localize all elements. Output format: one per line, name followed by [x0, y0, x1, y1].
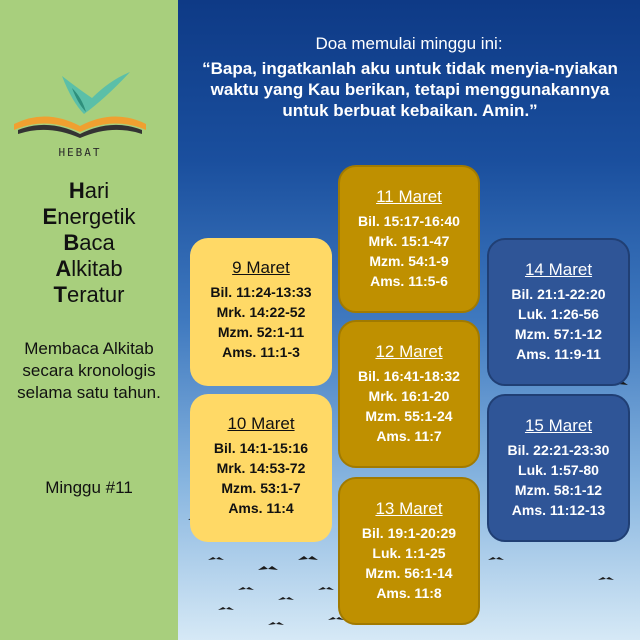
- card-date: 15 Maret: [524, 416, 593, 435]
- hebat-logo: [10, 68, 150, 160]
- card-ref: Mzm. 54:1-9: [369, 253, 449, 269]
- acronym-line: Alkitab: [55, 256, 123, 281]
- prayer-text: “Bapa, ingatkanlah aku untuk tidak menyia-nyiakan waktu yang Kau berikan, tetapi menggunakannya untuk berbuat kebaikan. Amin.”: [202, 59, 618, 120]
- reading-card-10-maret: [190, 394, 332, 542]
- reading-card-13-maret: [338, 477, 480, 625]
- card-ref: Bil. 16:41-18:32: [358, 368, 460, 384]
- reading-card-11-maret: [338, 165, 480, 313]
- card-date: 13 Maret: [375, 499, 443, 518]
- card-ref: Mzm. 56:1-14: [365, 565, 453, 581]
- reading-card-9-maret: [190, 238, 332, 386]
- acronym-line: Energetik: [42, 204, 136, 229]
- card-date: 10 Maret: [227, 414, 295, 433]
- card-ref: Bil. 15:17-16:40: [358, 213, 460, 229]
- card-date: 14 Maret: [524, 260, 593, 279]
- acronym-list: [0, 178, 178, 308]
- card-ref: Ams. 11:9-11: [516, 346, 601, 362]
- card-ref: Ams. 11:7: [376, 428, 442, 444]
- card-date: 11 Maret: [376, 187, 442, 206]
- card-ref: Luk. 1:1-25: [372, 545, 446, 561]
- card-ref: Mrk. 16:1-20: [368, 388, 450, 404]
- card-ref: Bil. 14:1-15:16: [213, 440, 309, 456]
- week-label: Minggu #11: [45, 478, 133, 497]
- card-ref: Luk. 1:57-80: [518, 462, 599, 478]
- card-ref: Mrk. 14:53-72: [216, 460, 306, 476]
- reading-card-14-maret: [487, 238, 630, 386]
- card-ref: Mzm. 55:1-24: [365, 408, 453, 424]
- card-ref: Ams. 11:4: [228, 500, 294, 516]
- card-date: 9 Maret: [232, 258, 290, 277]
- card-ref: Mzm. 58:1-12: [514, 482, 603, 498]
- acronym-line: Baca: [63, 230, 115, 255]
- card-ref: Bil. 22:21-23:30: [507, 442, 610, 458]
- card-ref: Ams. 11:12-13: [511, 502, 606, 518]
- prayer-title: Doa memulai minggu ini:: [315, 34, 503, 53]
- sidebar: [0, 0, 178, 640]
- acronym-line: Teratur: [53, 282, 125, 307]
- book-bird-icon: [10, 68, 150, 144]
- acronym-line: Hari: [68, 178, 110, 203]
- description: Membaca Alkitab secara kronologis selama satu tahun.: [17, 339, 161, 402]
- card-ref: Ams. 11:8: [376, 585, 442, 601]
- card-ref: Bil. 11:24-13:33: [210, 284, 312, 300]
- card-date: 12 Maret: [375, 342, 443, 361]
- reading-card-15-maret: [487, 394, 630, 542]
- card-ref: Mzm. 53:1-7: [221, 480, 301, 496]
- card-ref: Mzm. 52:1-11: [217, 324, 305, 340]
- card-ref: Mrk. 15:1-47: [368, 233, 450, 249]
- card-ref: Bil. 19:1-20:29: [361, 525, 457, 541]
- card-ref: Mrk. 14:22-52: [216, 304, 306, 320]
- reading-card-12-maret: [338, 320, 480, 468]
- card-ref: Luk. 1:26-56: [518, 306, 599, 322]
- card-ref: Bil. 21:1-22:20: [511, 286, 606, 302]
- card-ref: Ams. 11:1-3: [222, 344, 300, 360]
- card-ref: Ams. 11:5-6: [370, 273, 448, 289]
- card-ref: Mzm. 57:1-12: [514, 326, 603, 342]
- logo-text: HEBAT: [58, 146, 102, 159]
